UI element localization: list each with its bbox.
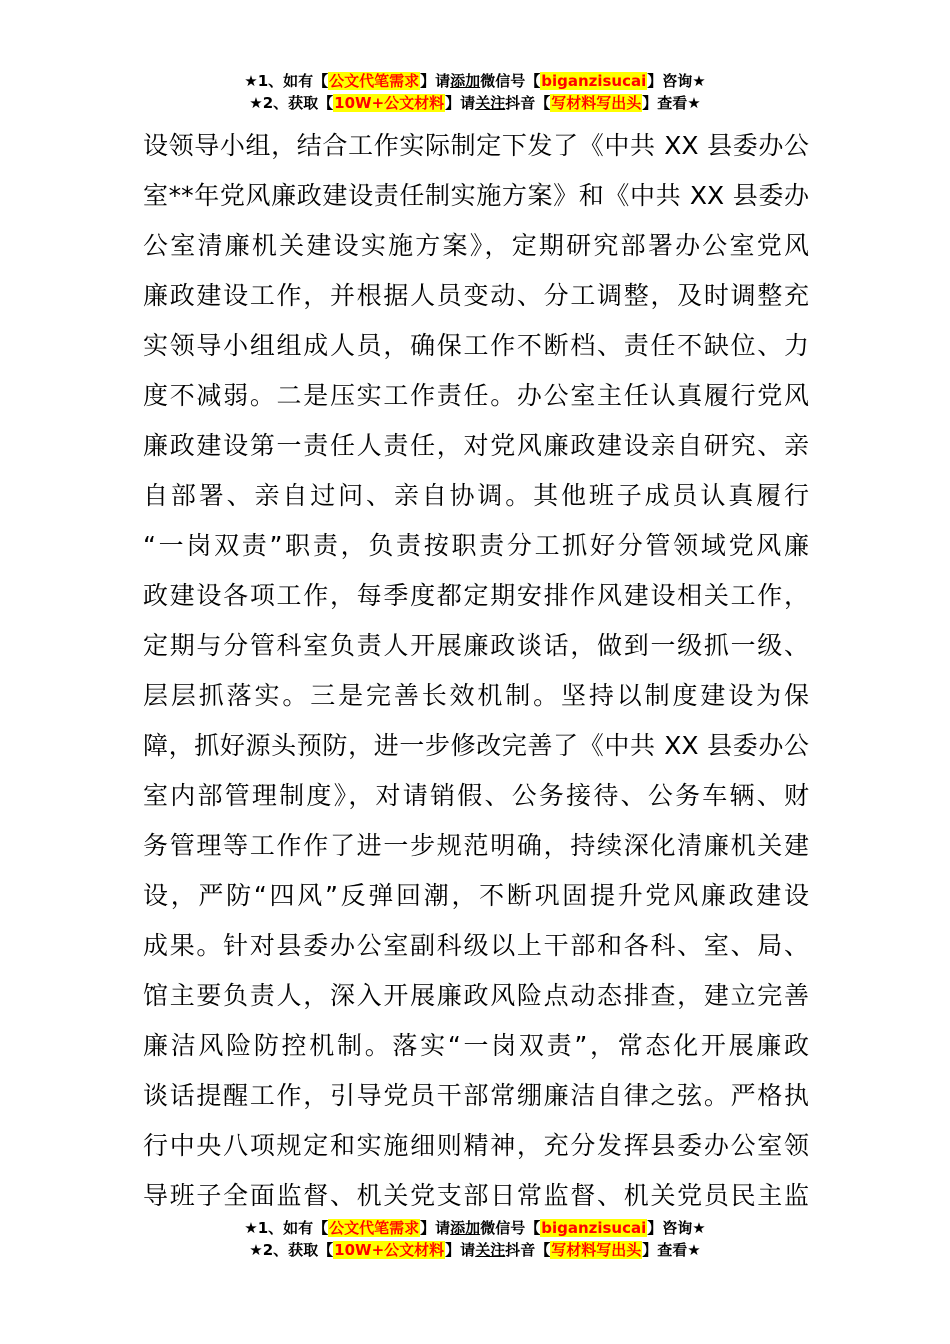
body-line: 廉政建设第一责任人责任，对党风廉政建设亲自研究、亲 — [143, 431, 809, 460]
banner-text: 】咨询 — [647, 72, 693, 90]
banner-underlined-text: 添加 — [450, 72, 481, 90]
highlight-wechat-id: biganzisucai — [541, 1219, 647, 1237]
highlight-materials: 10W+公文材料 — [334, 94, 445, 112]
banner-text: 】查看 — [642, 94, 688, 112]
body-line: 导班子全面监督、机关党支部日常监督、机关党员民主监 — [143, 1181, 809, 1210]
banner-text: 微信号【 — [480, 72, 541, 90]
star-icon: ★ — [687, 94, 701, 112]
body-line: 室内部管理制度》，对请销假、公务接待、公务车辆、财 — [143, 781, 809, 810]
banner-text: 】请 — [420, 1219, 451, 1237]
star-icon: ★ — [249, 1241, 263, 1259]
body-line: 政建设各项工作，每季度都定期安排作风建设相关工作， — [143, 581, 809, 610]
star-icon: ★ — [692, 72, 706, 90]
star-icon: ★ — [687, 1241, 701, 1259]
banner-text: 1、如有【 — [257, 1219, 329, 1237]
body-line: 廉政建设工作，并根据人员变动、分工调整，及时调整充 — [143, 281, 809, 310]
banner-text: 】咨询 — [647, 1219, 693, 1237]
body-line: 自部署、亲自过问、亲自协调。其他班子成员认真履行 — [143, 481, 809, 510]
banner-underlined-text: 关注 — [475, 1241, 506, 1259]
body-line: 障，抓好源头预防，进一步修改完善了《中共 XX 县委办公 — [143, 731, 809, 760]
star-icon: ★ — [692, 1219, 706, 1237]
highlight-service: 公文代笔需求 — [329, 72, 420, 90]
body-line: “一岗双责”职责，负责按职责分工抓好分管领域党风廉 — [143, 531, 809, 560]
banner-text: 】请 — [445, 1241, 476, 1259]
body-line: 度不减弱。二是压实工作责任。办公室主任认真履行党风 — [143, 381, 809, 410]
banner-text: 1、如有【 — [257, 72, 329, 90]
body-line: 谈话提醒工作，引导党员干部常绷廉洁自律之弦。严格执 — [143, 1081, 809, 1110]
banner-text: 2、获取【 — [262, 1241, 334, 1259]
body-line: 设，严防“四风”反弹回潮，不断巩固提升党风廉政建设 — [143, 881, 809, 910]
banner-text: 2、获取【 — [262, 94, 334, 112]
star-icon: ★ — [244, 72, 258, 90]
star-icon: ★ — [249, 94, 263, 112]
banner-text: 】请 — [445, 94, 476, 112]
body-line: 馆主要负责人，深入开展廉政风险点动态排查，建立完善 — [143, 981, 809, 1010]
body-line: 层层抓落实。三是完善长效机制。坚持以制度建设为保 — [143, 681, 809, 710]
header-banner-line-1 — [0, 70, 950, 92]
banner-text: 微信号【 — [480, 1219, 541, 1237]
header-banner — [0, 70, 950, 114]
footer-banner — [0, 1217, 950, 1261]
body-line: 务管理等工作作了进一步规范明确，持续深化清廉机关建 — [143, 831, 809, 860]
header-banner-line-2 — [0, 92, 950, 114]
highlight-service: 公文代笔需求 — [329, 1219, 420, 1237]
highlight-wechat-id: biganzisucai — [541, 72, 647, 90]
highlight-douyin-account: 写材料写出头 — [551, 1241, 642, 1259]
highlight-materials: 10W+公文材料 — [334, 1241, 445, 1259]
body-line: 公室清廉机关建设实施方案》，定期研究部署办公室党风 — [143, 231, 809, 260]
body-line: 廉洁风险防控机制。落实“一岗双责”，常态化开展廉政 — [143, 1031, 809, 1060]
highlight-douyin-account: 写材料写出头 — [551, 94, 642, 112]
body-line: 设领导小组，结合工作实际制定下发了《中共 XX 县委办公 — [143, 131, 809, 160]
body-line: 定期与分管科室负责人开展廉政谈话，做到一级抓一级、 — [143, 631, 809, 660]
banner-underlined-text: 添加 — [450, 1219, 481, 1237]
banner-text: 】查看 — [642, 1241, 688, 1259]
body-line: 室**年党风廉政建设责任制实施方案》和《中共 XX 县委办 — [143, 181, 809, 210]
banner-text: 】请 — [420, 72, 451, 90]
star-icon: ★ — [244, 1219, 258, 1237]
document-body — [143, 121, 809, 1221]
body-line: 成果。针对县委办公室副科级以上干部和各科、室、局、 — [143, 931, 809, 960]
banner-text: 抖音【 — [505, 1241, 551, 1259]
body-line: 实领导小组组成人员，确保工作不断档、责任不缺位、力 — [143, 331, 809, 360]
footer-banner-line-2 — [0, 1239, 950, 1261]
body-line: 行中央八项规定和实施细则精神，充分发挥县委办公室领 — [143, 1131, 809, 1160]
footer-banner-line-1 — [0, 1217, 950, 1239]
banner-underlined-text: 关注 — [475, 94, 506, 112]
banner-text: 抖音【 — [505, 94, 551, 112]
